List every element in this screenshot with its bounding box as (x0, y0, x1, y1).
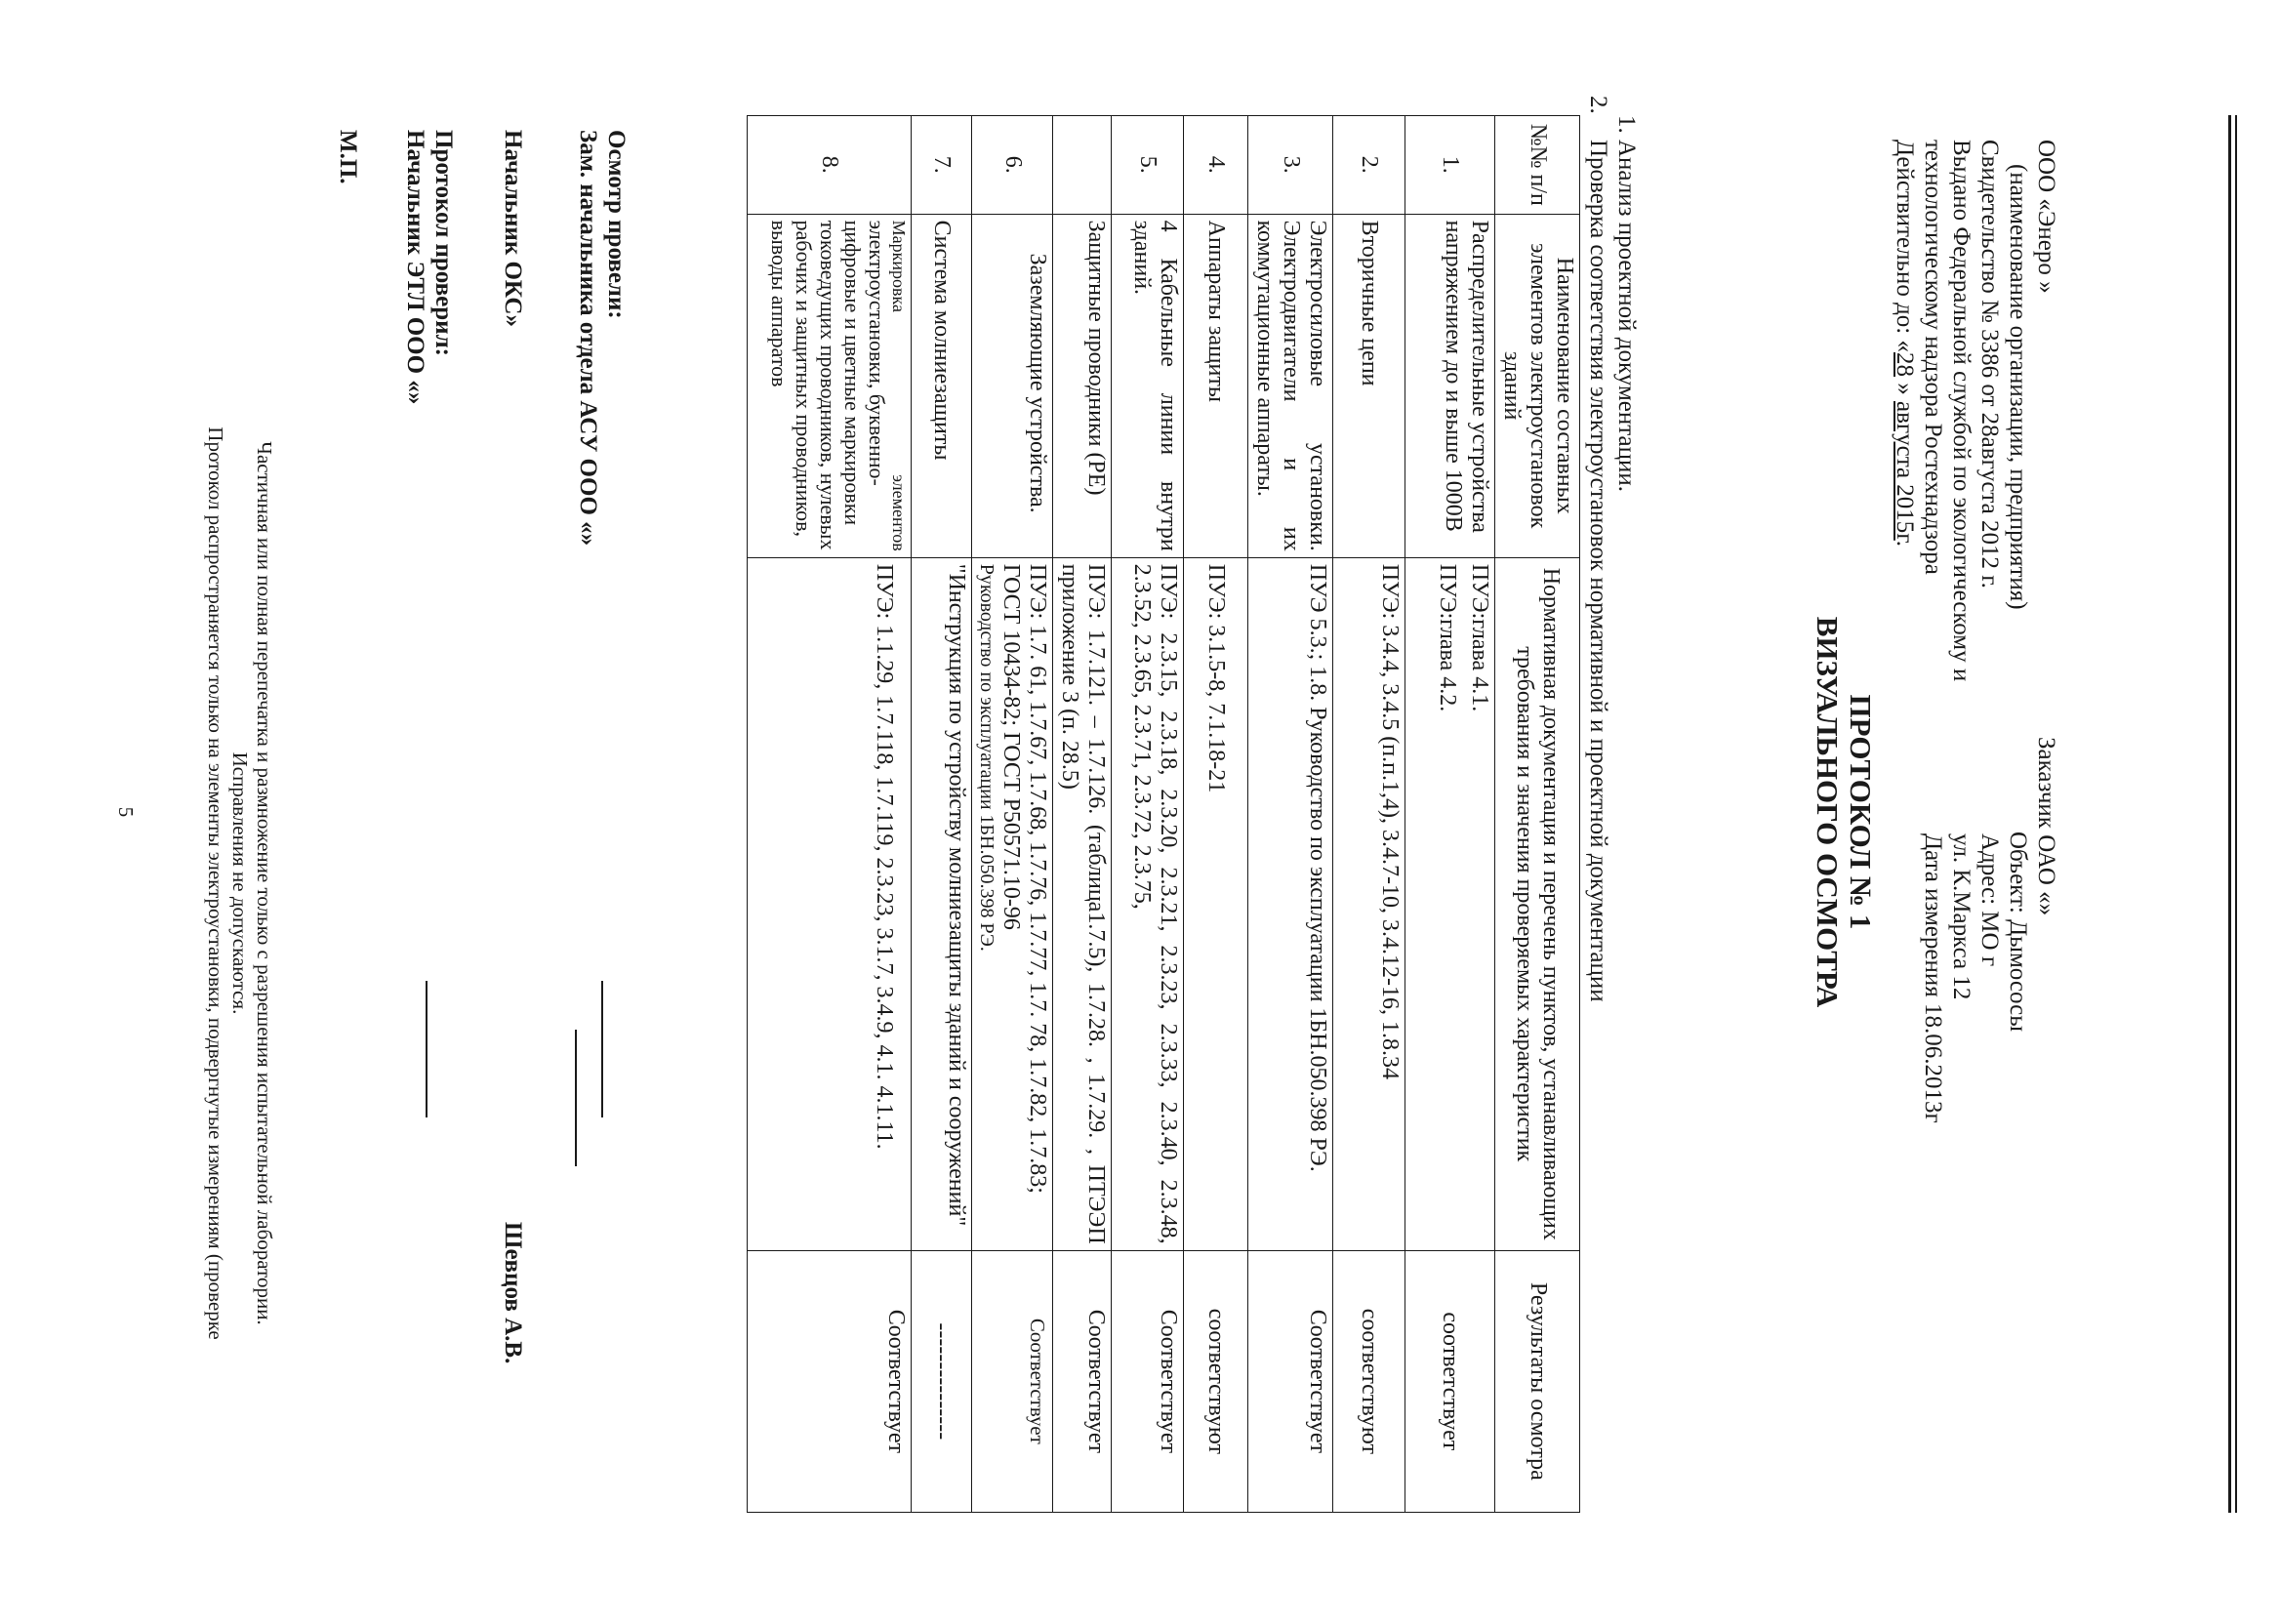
row-name: 4 Кабельные линии внутри зданий. (1112, 214, 1184, 557)
deputy-title: Зам. начальника отдела АСУ ООО «» (575, 130, 601, 547)
signature-line-etl (426, 981, 428, 1117)
row-num: 4. (1184, 116, 1248, 215)
table-row (1248, 116, 1333, 1513)
oks-name: Шевцов А.В. (500, 1222, 526, 1364)
header-num: №№ п/п (1495, 116, 1580, 215)
issued-by-2: технологическому надзора Ростехнадзора (1920, 140, 1946, 575)
customer: Заказчик ОАО «» (2033, 737, 2059, 916)
page-number: 5 (114, 806, 138, 818)
table-row (1333, 116, 1405, 1513)
item-number-2: 2. (1585, 96, 1611, 114)
street: ул. К.Маркса 12 (1948, 833, 1975, 1000)
row-name (748, 214, 912, 557)
measure-date: Дата измерения 18.06.2013г (1920, 833, 1946, 1123)
item-number-1: 1. (1613, 115, 1640, 134)
row-norm (1405, 557, 1495, 1250)
row-name: Заземляющие устройства. (972, 214, 1053, 557)
table-row (912, 116, 972, 1513)
row-result: Соответствует (1248, 1250, 1333, 1512)
row-result: --------------- (912, 1250, 972, 1512)
page-title: ПРОТОКОЛ № 1 (1844, 694, 1878, 930)
row-num: 1. (1405, 116, 1495, 215)
checked-label: Протокол проверил: (430, 130, 457, 356)
valid-until (1891, 140, 1919, 547)
table-row (1112, 116, 1184, 1513)
oks-title: Начальник ОКС» (500, 130, 526, 327)
row-norm (972, 557, 1053, 1250)
item-text-1: Анализ проектной документации. (1613, 140, 1640, 492)
row-result: Соответствует (972, 1250, 1053, 1512)
page-subtitle: ВИЗУАЛЬНОГО ОСМОТРА (1811, 616, 1845, 1008)
row-norm: ПУЭ: 1.1.29, 1.7.118, 1.7.119, 2.3.23, 3.1.7, 3.4.9, 4.1. 4.1.11. (748, 557, 912, 1250)
table-row (972, 116, 1053, 1513)
valid-mid: » (1892, 376, 1918, 401)
row-norm: "Инструкция по устройству молниезащиты зданий и сооружений" (912, 557, 972, 1250)
table-row (1405, 116, 1495, 1513)
signature-line-oks (601, 981, 603, 1117)
row-name: Защитные проводники (РЕ) (1053, 214, 1112, 557)
stamp-label: М.П. (335, 130, 361, 184)
row-norm-small: Руководство по эксплуатации 1БН.050.398 РЭ. (976, 563, 998, 952)
row-num (1053, 116, 1112, 215)
row-result: Соответствует (748, 1250, 912, 1512)
item-text-2: Проверка соответствия электроустановок нормативной и проектной документации (1585, 140, 1611, 1002)
top-rule-inner (2228, 115, 2231, 1513)
row-norm: ПУЭ: 3.4.4, 3.4.5 (п.п.1,4), 3.4.7-10, 3.4.12-16, 1.8.34 (1333, 557, 1405, 1250)
header-name: Наименование составных элементов электроустановок зданий (1495, 214, 1580, 557)
row-num: 2. (1333, 116, 1405, 215)
org-name: ООО «Энеро » (2033, 140, 2059, 294)
header-result: Результаты осмотра (1495, 1250, 1580, 1512)
row-name-small: Маркировка элементов (889, 220, 909, 551)
signature-line-deputy (575, 1030, 577, 1166)
row-num: 5. (1112, 116, 1184, 215)
row-norm: ПУЭ: 1.7.121. – 1.7.126. (таблица1.7.5), 1.7.28. , 1.7.29. , ПТЭЭП приложение 3 (п. 28.5) (1053, 557, 1112, 1250)
inspection-table (747, 115, 1580, 1513)
row-num: 6. (972, 116, 1053, 215)
object: Объект: Дымососы (2005, 832, 2031, 1033)
row-name: Вторичные цепи (1333, 214, 1405, 557)
etl-title: Начальник ЭТЛ ООО «» (402, 130, 428, 405)
row-norm-b: ПУЭ:глава 4.2. (1435, 563, 1460, 712)
address: Адрес: МО г (1976, 833, 2003, 967)
row-num: 3. (1248, 116, 1333, 215)
row-norm: ПУЭ 5.3.; 1.8. Руководство по эксплуатации 1БН.050.398 РЭ. (1248, 557, 1333, 1250)
valid-date: августа 2015г (1892, 400, 1918, 541)
issued-by-1: Выдано Федеральной службой по экологическому и (1948, 140, 1975, 682)
row-norm-a: ПУЭ:глава 4.1. (1467, 563, 1492, 712)
row-name-main: электроустановки, буквенно-цифровые и цветные маркировки токоведущих проводников, нулевых рабочих и защитных проводников, выводы аппаратов (767, 220, 889, 550)
row-result: соответствуют (1184, 1250, 1248, 1512)
row-name: Электросиловые установки. Электродвигатели и их коммутационные аппараты. (1248, 214, 1333, 557)
valid-suffix: . (1892, 540, 1918, 547)
row-result: Соответствует (1053, 1250, 1112, 1512)
row-name: Система молниезащиты (912, 214, 972, 557)
row-name: Аппараты защиты (1184, 214, 1248, 557)
header-norm: Нормативная документация и перечень пунктов, устанавливающих требования и значения проверяемых характеристик (1495, 557, 1580, 1250)
row-result: соответствует (1405, 1250, 1495, 1512)
inspected-label: Осмотр провели: (603, 130, 630, 319)
table-header-row (1495, 116, 1580, 1513)
row-norm: ПУЭ: 2.3.15, 2.3.18, 2.3.20, 2.3.21, 2.3.23, 2.3.33, 2.3.40, 2.3.48, 2.3.52, 2.3.65, 2.3.71, 2.3.72, 2.3.75, (1112, 557, 1184, 1250)
table-row (748, 116, 912, 1513)
top-rule-outer (2235, 115, 2237, 1513)
table-row (1184, 116, 1248, 1513)
row-num: 7. (912, 116, 972, 215)
certificate: Свидетельство № 3386 от 28августа 2012 г. (1976, 140, 2003, 589)
footer-line-3: Протокол распространяется только на элементы электроустановки, подвергнутые измерениям (проверке (204, 426, 227, 1340)
footer-line-2: Исправления не допускаются. (228, 751, 252, 1015)
org-caption: (наименование организации, предприятия) (2005, 164, 2031, 610)
row-result: Соответствует (1112, 1250, 1184, 1512)
footer-line-1: Частичная или полная перепечатка и размножение только с разрешения испытательной лаборатории. (253, 441, 276, 1325)
row-result: соответствуют (1333, 1250, 1405, 1512)
row-norm-main: ПУЭ: 1.7. 61, 1.7.67, 1.7.68, 1.7.76, 1.7.77, 1.7. 78, 1.7.82, 1.7.83; ГОСТ 10434-82; ГОСТ Р50571.10-96 (998, 563, 1050, 1194)
table-row (1053, 116, 1112, 1513)
valid-prefix: Действительно до: « (1892, 140, 1918, 352)
valid-day: 28 (1892, 351, 1918, 377)
row-num: 8. (748, 116, 912, 215)
row-name: Распределительные устройства напряжением до и выше 1000В (1405, 214, 1495, 557)
row-norm: ПУЭ: 3.1.5-8, 7.1.18-21 (1184, 557, 1248, 1250)
